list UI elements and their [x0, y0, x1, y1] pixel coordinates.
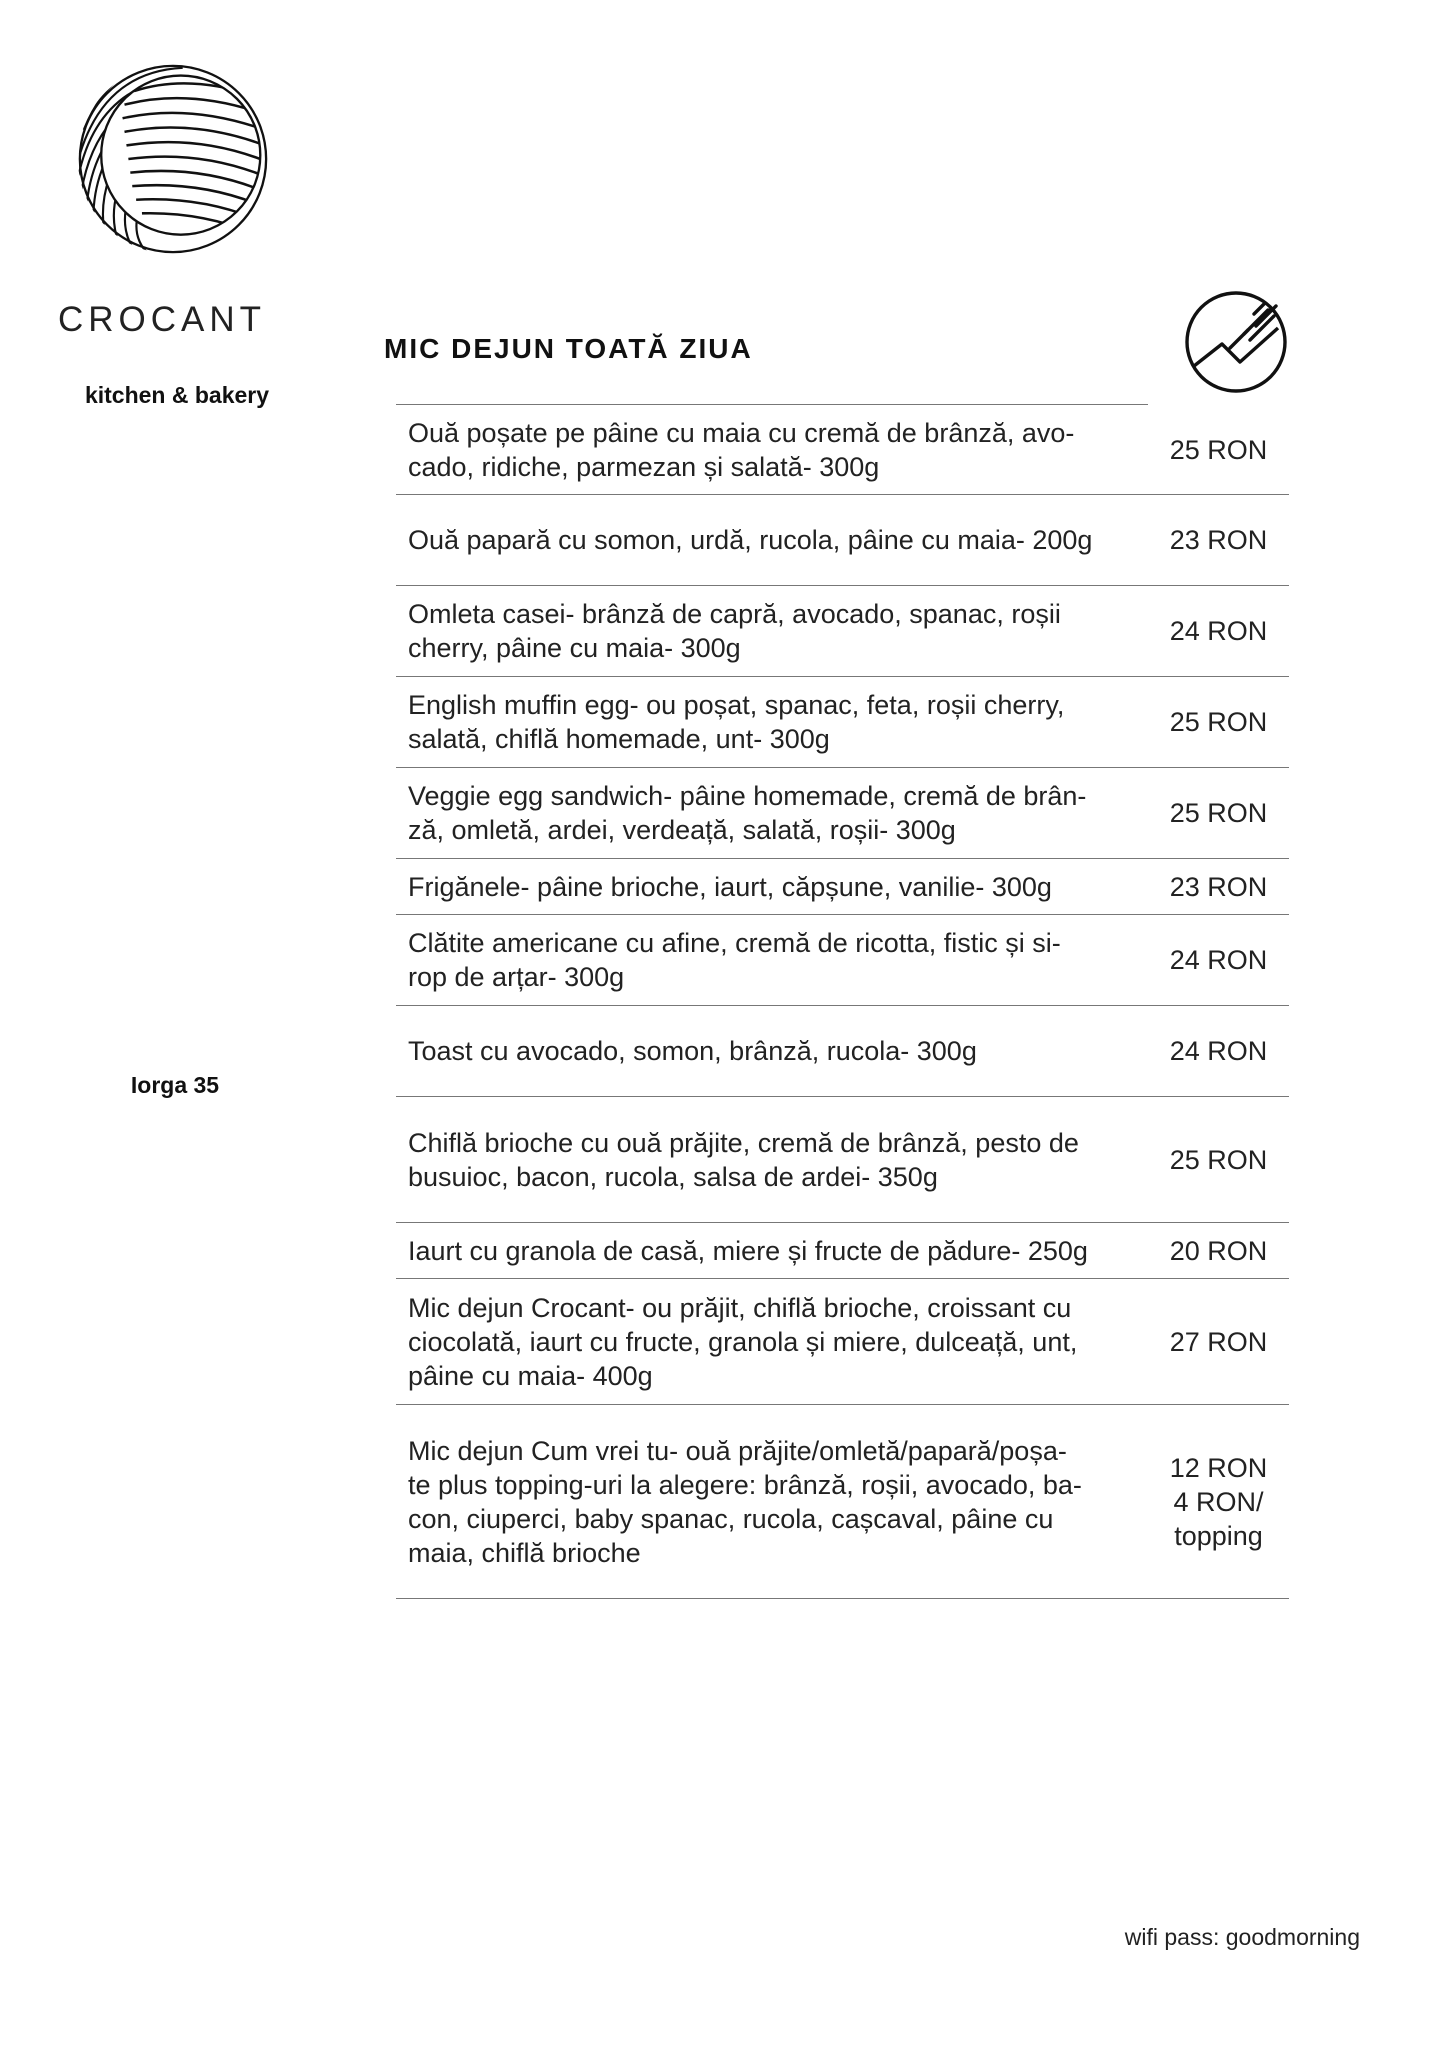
- menu-row: [396, 1405, 1289, 1599]
- item-description: English muffin egg- ou poșat, spanac, feta, roșii cherry, salată, chiflă homemade, unt- 300g: [408, 690, 1065, 754]
- menu-row: [396, 1279, 1289, 1405]
- item-description: Toast cu avocado, somon, brânză, rucola- 300g: [408, 1036, 977, 1066]
- item-price: 25 RON: [1169, 707, 1268, 737]
- brand-name: CROCANT: [58, 300, 267, 339]
- menu-table: [396, 405, 1289, 1599]
- item-description: Ouă poșate pe pâine cu maia cu cremă de brânză, avo- cado, ridiche, parmezan și salată- 300g: [408, 417, 1075, 482]
- item-price: 23 RON: [1169, 871, 1268, 902]
- item-description: Omleta casei- brânză de capră, avocado, spanac, roșii cherry, pâine cu maia- 300g: [408, 599, 1061, 663]
- item-price: 27 RON: [1169, 1326, 1268, 1357]
- menu-row: [396, 495, 1289, 586]
- wifi-password: wifi pass: goodmorning: [1124, 1924, 1360, 1950]
- section-title: MIC DEJUN TOATĂ ZIUA: [384, 333, 753, 364]
- item-description: Iaurt cu granola de casă, miere și fructe de pădure- 250g: [408, 1235, 1088, 1266]
- fork-plate-icon: [1182, 288, 1290, 396]
- menu-row: [396, 915, 1289, 1006]
- yarn-ball-crescent-logo: [76, 62, 270, 256]
- item-price: 23 RON: [1169, 525, 1268, 555]
- item-description: Mic dejun Crocant- ou prăjit, chiflă brioche, croissant cu ciocolată, iaurt cu fructe, granola și miere, dulceață, unt, pâine cu maia- 400g: [408, 1292, 1078, 1391]
- item-description: Chiflă brioche cu ouă prăjite, cremă de brânză, pesto de busuioc, bacon, rucola, salsa de ardei- 350g: [408, 1127, 1079, 1192]
- menu-row: [396, 1097, 1289, 1223]
- item-description: Frigănele- pâine brioche, iaurt, căpșune, vanilie- 300g: [408, 871, 1052, 902]
- brand-tagline: kitchen & bakery: [84, 382, 270, 408]
- menu-row: [396, 1223, 1289, 1279]
- item-description: Veggie egg sandwich- pâine homemade, cremă de brân- ză, omletă, ardei, verdeață, salată, roșii- 300g: [408, 781, 1087, 845]
- menu-row: [396, 859, 1289, 915]
- menu-row: [396, 1006, 1289, 1097]
- item-price: 25 RON: [1169, 798, 1268, 828]
- item-description: Ouă papară cu somon, urdă, rucola, pâine cu maia- 200g: [408, 525, 1093, 555]
- menu-row: [396, 768, 1289, 859]
- menu-row: [396, 405, 1289, 495]
- item-price: 12 RON 4 RON/ topping: [1169, 1452, 1268, 1551]
- item-price: 25 RON: [1169, 434, 1268, 465]
- menu-row: [396, 677, 1289, 768]
- item-price: 25 RON: [1169, 1144, 1268, 1175]
- item-price: 24 RON: [1169, 616, 1268, 646]
- item-price: 24 RON: [1169, 1036, 1268, 1066]
- item-description: Clătite americane cu afine, cremă de ricotta, fistic și si- rop de arțar- 300g: [408, 928, 1061, 992]
- menu-row: [396, 586, 1289, 677]
- address: Iorga 35: [130, 1072, 220, 1098]
- item-description: Mic dejun Cum vrei tu- ouă prăjite/omletă/papară/poșa- te plus topping-uri la alegere: brânză, roșii, avocado, ba- con, ciuperci, baby spanac, rucola, cașcaval, pâine cu maia, chiflă brioche: [408, 1435, 1082, 1568]
- item-price: 24 RON: [1169, 945, 1268, 975]
- item-price: 20 RON: [1169, 1235, 1268, 1266]
